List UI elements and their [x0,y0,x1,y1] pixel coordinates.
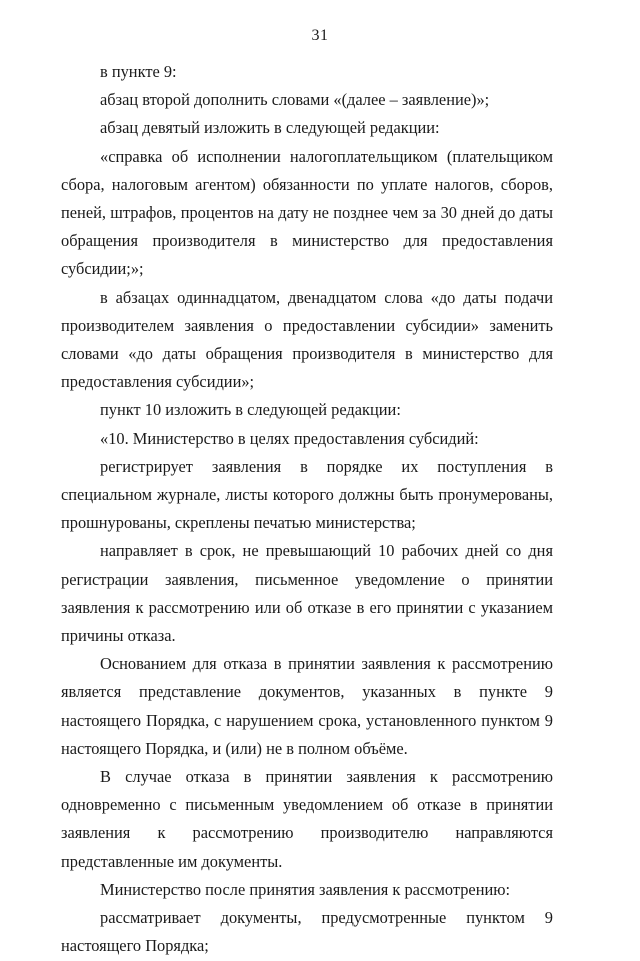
paragraph: Министерство после принятия заявления к рассмотрению: [100,879,511,899]
document-body [61,58,553,961]
paragraph: В случае отказа в принятии заявления к рассмотрению одновременно с письменным уведомлением об отказе в принятии заявления к рассмотрению производителю направляются представленные им документы. [61,767,553,871]
paragraph: абзац второй дополнить словами «(далее – заявление)»; [100,90,490,110]
paragraph: «справка об исполнении налогоплательщиком (плательщиком сбора, налоговым агентом) обязанности по уплате налогов, сборов, пеней, штрафов, процентов на дату не позднее чем за 30 дней до даты обращения производителя в министерство для предоставления субсидии;»; [61,146,553,279]
paragraph: абзац девятый изложить в следующей редакции: [100,118,440,138]
paragraph: направляет в срок, не превышающий 10 рабочих дней со дня регистрации заявления, письменное уведомление о принятии заявления к рассмотрению или об отказе в его принятии с указанием причины отказа. [61,541,553,646]
paragraph: Основанием для отказа в принятии заявления к рассмотрению является представление документов, указанных в пункте 9 настоящего Порядка, с нарушением срока, установленного пунктом 9 настоящего Порядка, и (или) не в полном объёме. [61,654,553,758]
paragraph: регистрирует заявления в порядке их поступления в специальном журнале, листы которого должны быть пронумерованы, прошнурованы, скреплены печатью министерства; [61,456,553,533]
paragraph: в пункте 9: [100,62,177,81]
paragraph: «10. Министерство в целях предоставления субсидий: [100,428,479,448]
paragraph: пункт 10 изложить в следующей редакции: [100,400,401,420]
page-number: 31 [311,27,329,44]
paragraph: рассматривает документы, предусмотренные пунктом 9 настоящего Порядка; [61,908,553,956]
paragraph: в абзацах одиннадцатом, двенадцатом слова «до даты подачи производителем заявления о предоставлении субсидии» заменить словами «до даты обращения производителя в министерство для предоставления субсидии»; [61,287,553,392]
